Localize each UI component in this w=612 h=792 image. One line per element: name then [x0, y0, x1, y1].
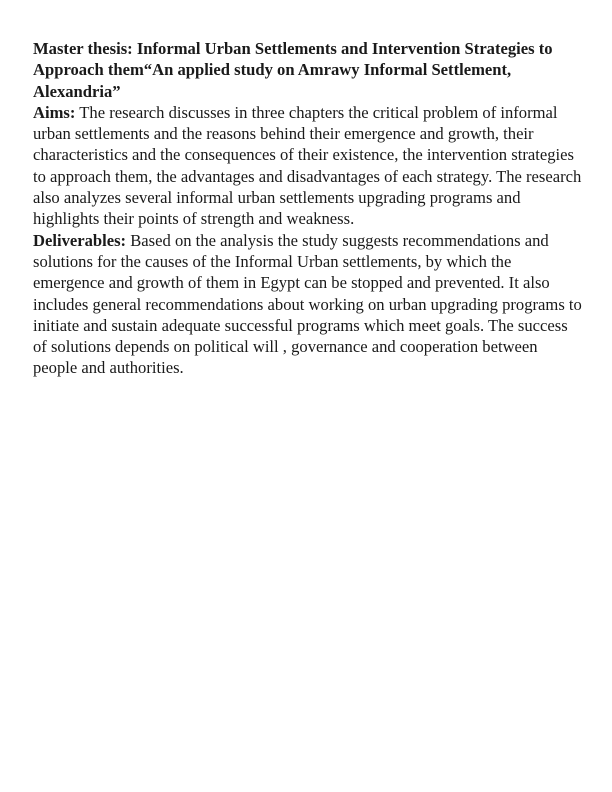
- aims-paragraph: [33, 102, 585, 230]
- deliverables-label: Deliverables:: [33, 230, 127, 250]
- deliverables-paragraph: [33, 230, 585, 379]
- document-title: Master thesis: Informal Urban Settlements and Intervention Strategies to Approach them“An applied study on Amrawy Informal Settlement, Alexandria”: [33, 39, 553, 101]
- document-page: [33, 38, 585, 379]
- deliverables-text: Based on the analysis the study suggests recommendations and solutions for the causes of the Informal Urban settlements, by which the emergence and growth of them in Egypt can be stopped and prevented. It also includes general recommendations about working on urban upgrading programs to initiate and sustain adequate successful programs which meet goals. The success of solutions depends on political will , governance and cooperation between people and authorities.: [33, 230, 582, 378]
- aims-label: Aims:: [33, 102, 76, 122]
- aims-text: The research discusses in three chapters the critical problem of informal urban settlements and the reasons behind their emergence and growth, their characteristics and the consequences of their existence, the intervention strategies to approach them, the advantages and disadvantages of each strategy. The research also analyzes several informal urban settlements upgrading programs and highlights their points of strength and weakness.: [33, 102, 582, 229]
